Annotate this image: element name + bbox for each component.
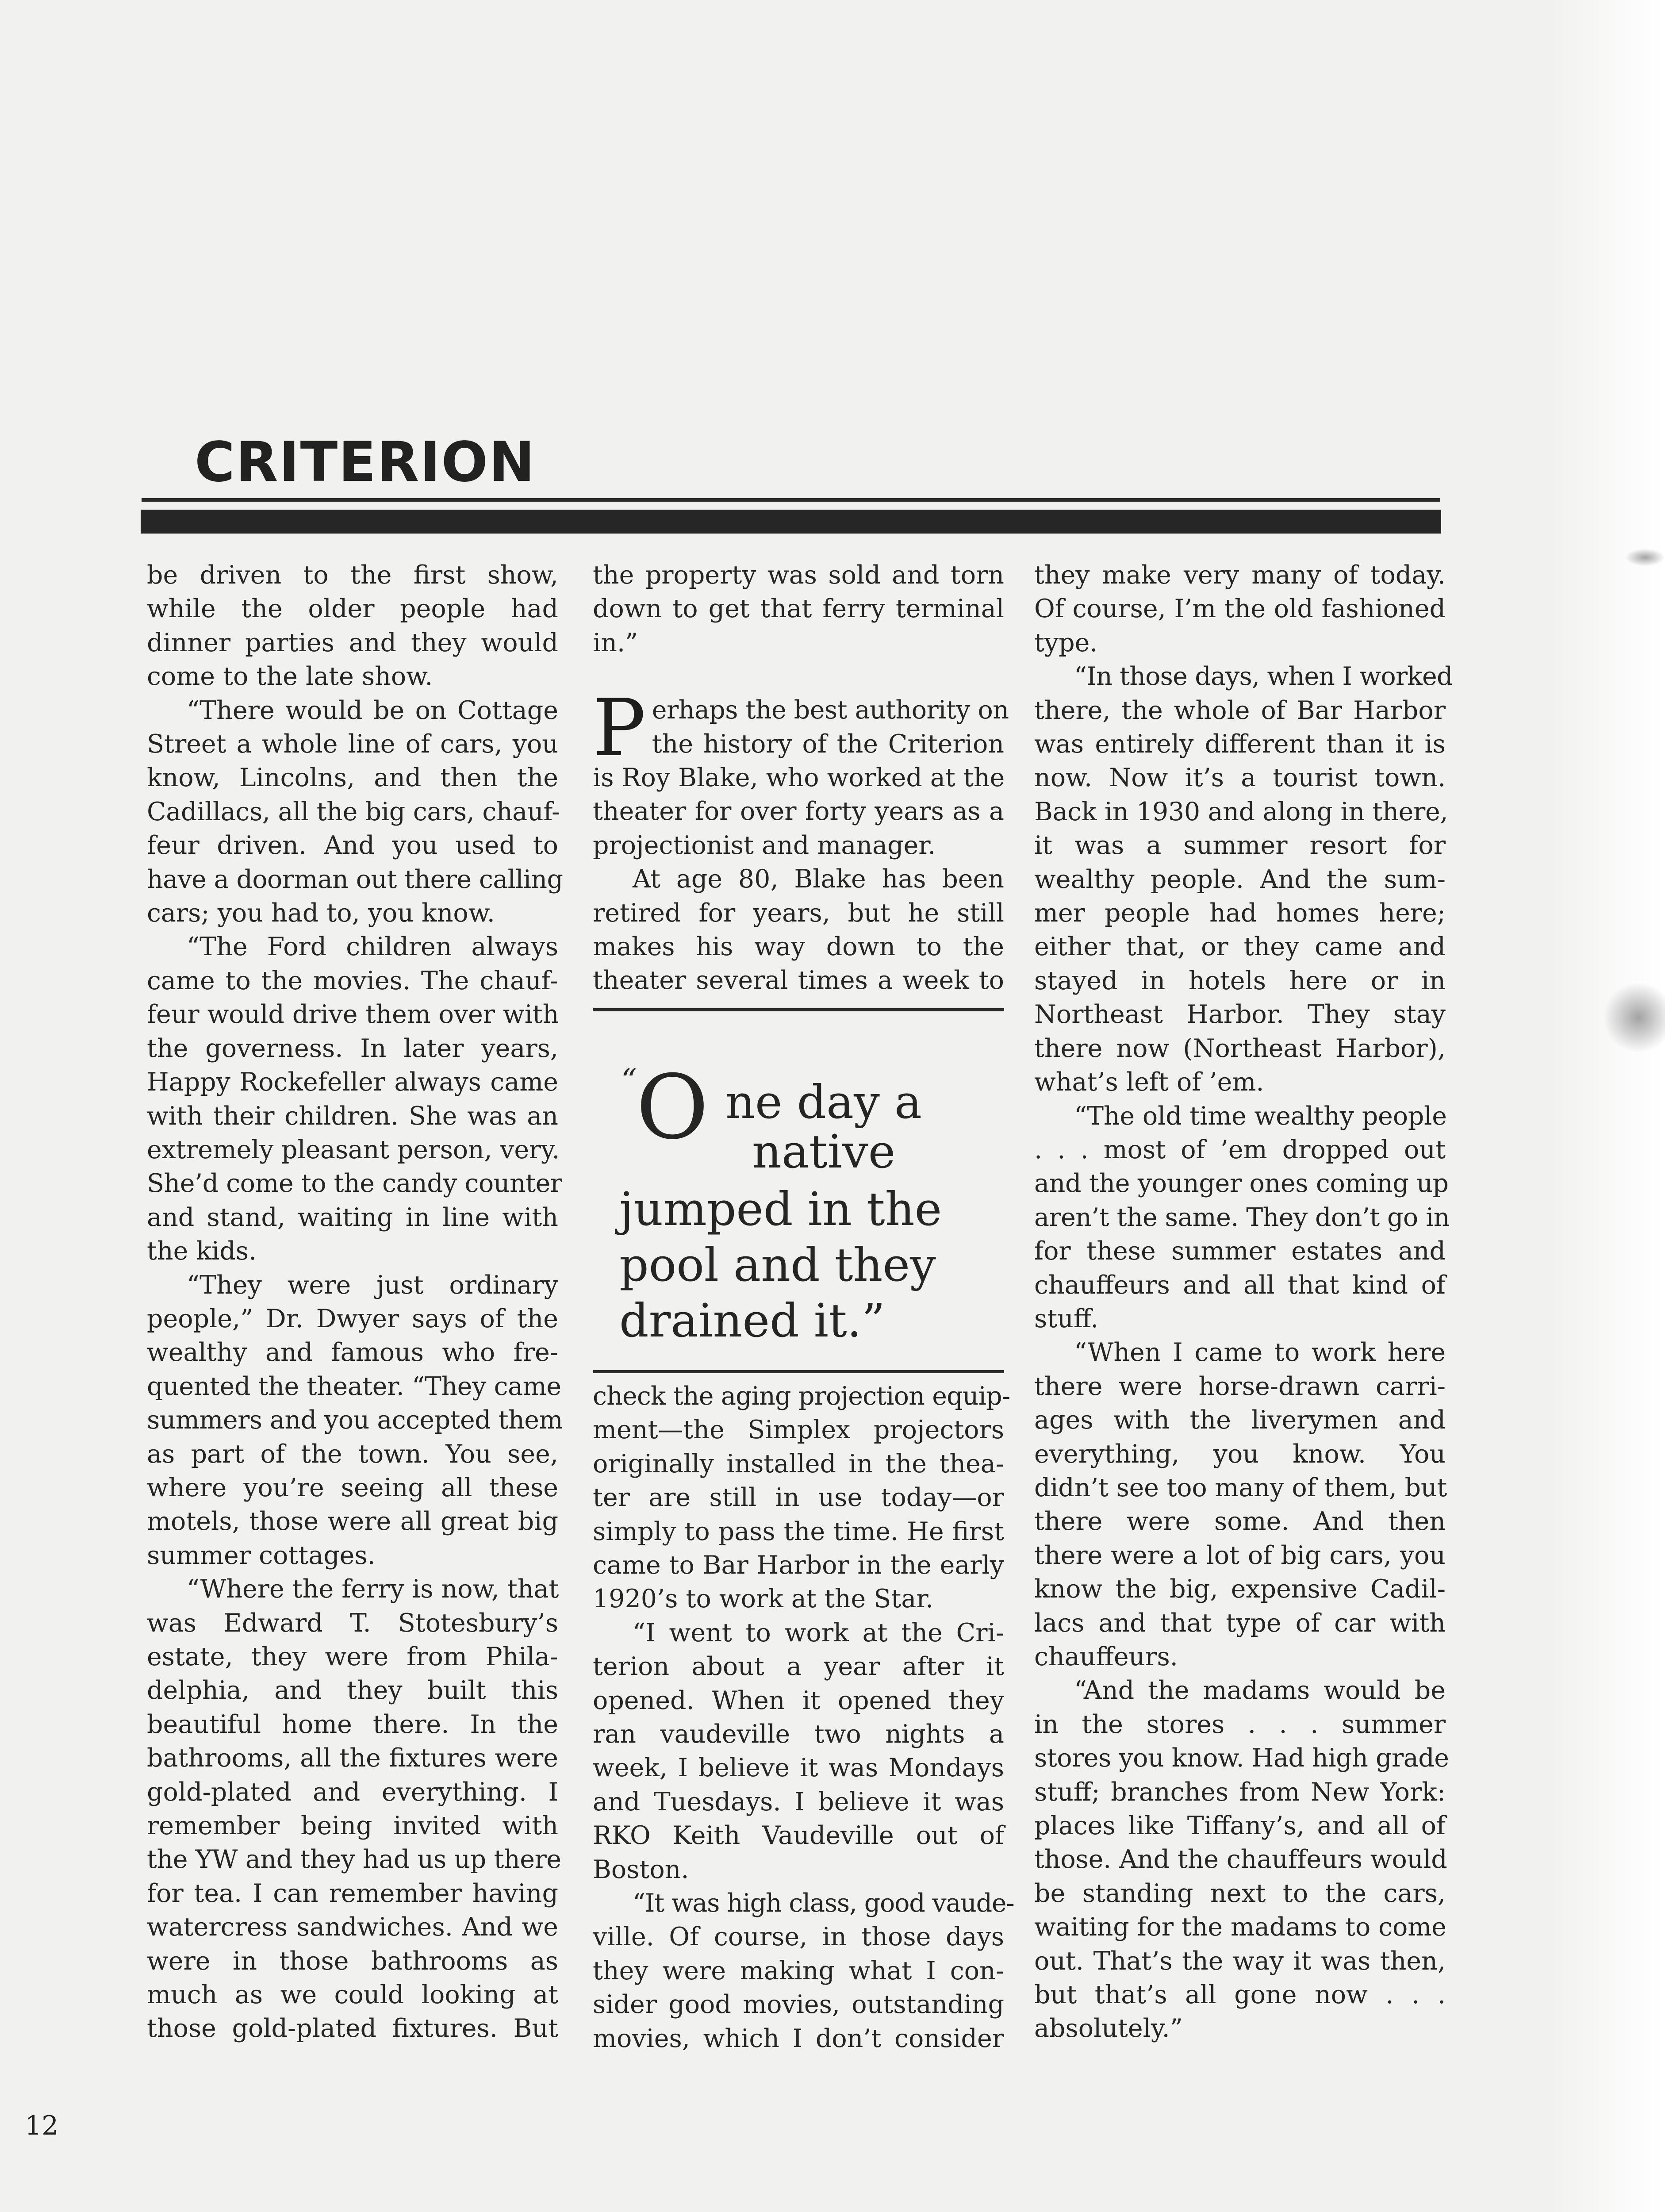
- text-line: watercress sandwiches. And we: [147, 1912, 558, 1942]
- text-line: didn’t see too many of them, but: [1034, 1473, 1447, 1502]
- text-line: “I went to work at the Cri-: [633, 1618, 1004, 1647]
- text-line: as part of the town. You see,: [147, 1439, 558, 1469]
- text-line: aren’t the same. They don’t go in: [1034, 1202, 1450, 1232]
- text-line: is Roy Blake, who worked at the: [593, 763, 1005, 793]
- text-line: wealthy people. And the sum-: [1034, 864, 1446, 894]
- text-line: but that’s all gone now . . .: [1034, 1980, 1446, 2010]
- text-line: ages with the liverymen and: [1034, 1406, 1446, 1435]
- text-line: there were horse-drawn carri-: [1034, 1371, 1446, 1401]
- text-line: feur driven. And you used to: [147, 831, 558, 860]
- text-line: people,” Dr. Dwyer says of the: [147, 1304, 558, 1333]
- text-line: gold-plated and everything. I: [147, 1777, 558, 1807]
- column-1: [147, 558, 563, 2046]
- text-line: and stand, waiting in line with: [147, 1202, 558, 1232]
- text-line: summer cottages.: [147, 1540, 376, 1570]
- text-line: She’d come to the candy counter: [147, 1169, 562, 1198]
- header-rule-thin: [142, 498, 1440, 502]
- text-line: while the older people had: [147, 594, 558, 624]
- header-rule-thick: [141, 510, 1441, 534]
- text-line: simply to pass the time. He first: [593, 1517, 1004, 1546]
- text-line: ville. Of course, in those days: [593, 1922, 1004, 1952]
- text-line: remember being invited with: [147, 1811, 558, 1841]
- text-line: motels, those were all great big: [147, 1507, 558, 1536]
- text-line: theater several times a week to: [593, 966, 1004, 995]
- text-line: in.”: [593, 628, 638, 657]
- text-line: Of course, I’m the old fashioned: [1034, 594, 1446, 624]
- paragraph: [147, 558, 558, 694]
- pull-quote-line: drained it.”: [619, 1293, 885, 1348]
- text-line: mer people had homes here;: [1034, 899, 1446, 928]
- text-line: came to Bar Harbor in the early: [593, 1550, 1004, 1580]
- pull-quote-line: ne day a: [725, 1075, 922, 1129]
- text-line: the YW and they had us up there: [147, 1845, 561, 1874]
- page-edge-shadow: [1550, 0, 1665, 2212]
- text-line: chauffeurs and all that kind of: [1034, 1270, 1446, 1300]
- text-line: have a doorman out there calling: [147, 864, 563, 894]
- page-number: 12: [25, 2110, 59, 2141]
- paragraph: [593, 1616, 1004, 1886]
- text-line: ran vaudeville two nights a: [593, 1719, 1004, 1749]
- text-line: the property was sold and torn: [593, 561, 1004, 590]
- text-line: be driven to the first show,: [147, 561, 558, 590]
- text-line: down to get that ferry terminal: [593, 594, 1004, 624]
- text-line: out. That’s the way it was then,: [1034, 1946, 1446, 1976]
- text-line: check the aging projection equip-: [593, 1381, 1010, 1411]
- column-2: [593, 558, 1014, 2055]
- text-line: the kids.: [147, 1237, 257, 1266]
- text-line: “The Ford children always: [187, 932, 558, 962]
- text-line: for these summer estates and: [1034, 1237, 1446, 1266]
- text-line: they make very many of today.: [1034, 561, 1446, 590]
- pull-quote-line: jumped in the: [619, 1182, 942, 1236]
- text-line: delphia, and they built this: [147, 1676, 558, 1705]
- text-line: waiting for the madams to come: [1034, 1912, 1446, 1942]
- text-line: “Where the ferry is now, that: [187, 1575, 559, 1604]
- paragraph: [593, 1886, 1014, 2055]
- text-line: stuff; branches from New York:: [1034, 1777, 1446, 1807]
- text-line: “In those days, when I worked: [1074, 662, 1453, 691]
- text-line: ment—the Simplex projectors: [593, 1415, 1004, 1445]
- paragraph: [593, 558, 1004, 660]
- section-title: CRITERION: [195, 430, 536, 494]
- text-line: came to the movies. The chauf-: [147, 966, 558, 995]
- text-line: extremely pleasant person, very.: [147, 1135, 560, 1164]
- text-line: and Tuesdays. I believe it was: [593, 1787, 1004, 1816]
- text-line: absolutely.”: [1034, 2014, 1183, 2043]
- text-line: bathrooms, all the fixtures were: [147, 1743, 558, 1773]
- text-line: it was a summer resort for: [1034, 831, 1446, 860]
- drop-cap: P: [593, 682, 646, 774]
- text-line: those. And the chauffeurs would: [1034, 1845, 1447, 1874]
- text-line: the history of the Criterion: [652, 729, 1004, 759]
- text-line: where you’re seeing all these: [147, 1473, 558, 1502]
- text-line: “They were just ordinary: [187, 1270, 558, 1300]
- text-line: be standing next to the cars,: [1034, 1878, 1446, 1908]
- text-line: and the younger ones coming up: [1034, 1169, 1449, 1198]
- text-line: lacs and that type of car with: [1034, 1608, 1446, 1638]
- text-line: “The old time wealthy people: [1074, 1101, 1447, 1131]
- text-line: wealthy and famous who fre-: [147, 1338, 558, 1367]
- text-line: week, I believe it was Mondays: [593, 1753, 1004, 1783]
- text-line: there were a lot of big cars, you: [1034, 1540, 1446, 1570]
- text-line: makes his way down to the: [593, 932, 1004, 962]
- text-line: now. Now it’s a tourist town.: [1034, 763, 1446, 793]
- text-line: there were some. And then: [1034, 1507, 1446, 1536]
- text-line: “It was high class, good vaude-: [633, 1888, 1014, 1918]
- text-line: type.: [1034, 628, 1098, 657]
- text-line: everything, you know. You: [1034, 1439, 1446, 1469]
- text-line: 1920’s to work at the Star.: [593, 1584, 934, 1614]
- pull-quote-rule-top: [593, 1008, 1004, 1011]
- paragraph: [1034, 660, 1453, 1099]
- text-line: retired for years, but he still: [593, 898, 1004, 928]
- text-line: feur would drive them over with: [147, 1000, 559, 1029]
- text-line: for tea. I can remember having: [147, 1878, 558, 1908]
- text-line: At age 80, Blake has been: [633, 864, 1004, 894]
- text-line: ter are still in use today—or: [593, 1483, 1004, 1513]
- text-line: there, the whole of Bar Harbor: [1034, 695, 1446, 725]
- text-line: in the stores . . . summer: [1034, 1709, 1446, 1739]
- pull-quote: [593, 1011, 1004, 1348]
- text-line: know, Lincolns, and then the: [147, 763, 558, 793]
- text-line: projectionist and manager.: [593, 830, 936, 860]
- text-line: stores you know. Had high grade: [1034, 1743, 1449, 1773]
- text-line: stuff.: [1034, 1304, 1099, 1333]
- text-line: “There would be on Cottage: [187, 695, 558, 725]
- paragraph: [147, 694, 563, 930]
- text-line: “When I came to work here: [1074, 1338, 1446, 1367]
- text-line: Northeast Harbor. They stay: [1034, 1000, 1446, 1029]
- text-line: movies, which I don’t consider: [593, 2024, 1004, 2053]
- text-line: was entirely different than it is: [1034, 730, 1446, 759]
- column-3: [1034, 558, 1453, 2046]
- paragraph: [147, 1572, 561, 2046]
- text-line: dinner parties and they would: [147, 628, 558, 657]
- paragraph: [1034, 1099, 1450, 1336]
- text-line: were in those bathrooms as: [147, 1946, 558, 1976]
- text-line: Happy Rockefeller always came: [147, 1068, 558, 1097]
- text-line: estate, they were from Phila-: [147, 1642, 558, 1671]
- pull-quote-line: native: [752, 1124, 896, 1179]
- text-line: quented the theater. “They came: [147, 1371, 561, 1401]
- paragraph: [1034, 1336, 1446, 1674]
- text-line: they were making what I con-: [593, 1956, 1004, 1985]
- pull-quote-rule-bottom: [593, 1370, 1004, 1373]
- text-line: originally installed in the thea-: [593, 1449, 1004, 1479]
- section-gap: [593, 660, 1004, 693]
- text-line: RKO Keith Vaudeville out of: [593, 1821, 1004, 1851]
- text-line: beautiful home there. In the: [147, 1709, 558, 1739]
- text-line: come to the late show.: [147, 662, 433, 691]
- column-2-intro: [593, 558, 1004, 660]
- text-line: was Edward T. Stotesbury’s: [147, 1608, 558, 1638]
- text-line: chauffeurs.: [1034, 1642, 1178, 1671]
- paragraph: [147, 1268, 563, 1573]
- text-line: places like Tiffany’s, and all of: [1034, 1811, 1446, 1841]
- text-line: cars; you had to, you know.: [147, 899, 495, 928]
- paragraph: [147, 930, 562, 1268]
- column-2-mid: [593, 862, 1004, 998]
- pull-quote-initial: O: [636, 1056, 709, 1159]
- text-line: opened. When it opened they: [593, 1686, 1004, 1715]
- text-line: erhaps the best authority on: [652, 695, 1009, 725]
- paragraph: [593, 862, 1004, 998]
- dropcap-paragraph: [593, 682, 1009, 862]
- text-line: Boston.: [593, 1855, 689, 1884]
- scan-artifact: [1625, 549, 1665, 566]
- text-line: theater for over forty years as a: [593, 797, 1004, 826]
- text-line: much as we could looking at: [147, 1980, 558, 2010]
- text-line: sider good movies, outstanding: [593, 1990, 1004, 2020]
- column-2-continued: [593, 1379, 1014, 2055]
- text-line: there now (Northeast Harbor),: [1034, 1033, 1446, 1063]
- text-line: “And the madams would be: [1074, 1676, 1446, 1705]
- text-line: know the big, expensive Cadil-: [1034, 1575, 1446, 1604]
- pull-quote-line: pool and they: [619, 1237, 936, 1292]
- text-line: either that, or they came and: [1034, 932, 1446, 962]
- paragraph: [1034, 558, 1446, 660]
- text-line: the governess. In later years,: [147, 1033, 558, 1063]
- text-line: Back in 1930 and along in there,: [1034, 797, 1448, 826]
- text-line: with their children. She was an: [147, 1101, 558, 1131]
- text-line: . . . most of ’em dropped out: [1034, 1135, 1446, 1164]
- pull-quote-open-mark: “: [621, 1062, 637, 1098]
- paragraph: [593, 1379, 1010, 1616]
- text-line: summers and you accepted them: [147, 1406, 563, 1435]
- paragraph: [1034, 1674, 1449, 2045]
- text-line: those gold-plated fixtures. But: [147, 2014, 558, 2043]
- text-line: what’s left of ’em.: [1034, 1068, 1264, 1097]
- text-line: stayed in hotels here or in: [1034, 966, 1446, 995]
- text-line: Cadillacs, all the big cars, chauf-: [147, 797, 560, 826]
- text-line: Street a whole line of cars, you: [147, 730, 558, 759]
- text-line: terion about a year after it: [593, 1652, 1004, 1682]
